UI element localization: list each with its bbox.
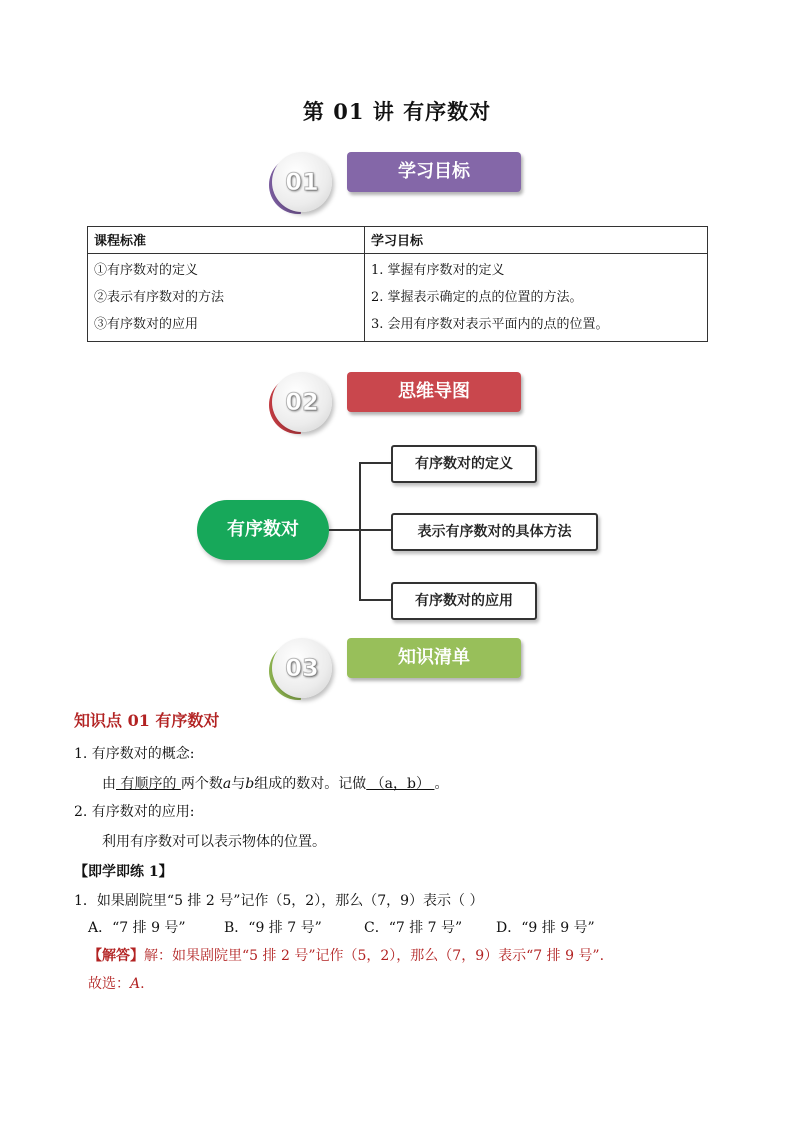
text-fragment: 两个数 [180, 776, 223, 792]
standard-item: ②表示有序数对的方法 [94, 290, 225, 305]
badge-label: 思维导图 [347, 372, 521, 412]
mindmap-root: 有序数对 [197, 500, 329, 560]
choice-suffix: . [140, 976, 145, 992]
badge-number: 03 [285, 654, 319, 682]
application-heading: 2. 有序数对的应用: [74, 804, 195, 820]
section-badge-02 [272, 372, 532, 432]
concept-heading: 1. 有序数对的概念: [74, 746, 195, 762]
practice-question: 1．如果剧院里“5 排 2 号”记作（5，2），那么（7，9）表示（ ） [74, 893, 484, 909]
objectives-cell [365, 254, 708, 342]
fill-blank-notation: （a，b） [366, 776, 435, 792]
section-badge-03 [272, 638, 532, 698]
option-a: A．“7 排 9 号” [88, 920, 186, 936]
choice-value: A [130, 976, 141, 992]
objective-item: 2. 掌握表示确定的点的位置的方法。 [371, 290, 583, 305]
fill-blank-ordered: 有顺序的 [116, 776, 181, 792]
page-title: 第 01 讲 有序数对 [302, 99, 492, 124]
goals-table [87, 226, 708, 342]
answer-line [88, 946, 604, 966]
table-header-objectives: 学习目标 [365, 227, 708, 254]
objective-item: 1. 掌握有序数对的定义 [371, 263, 505, 278]
connector-line [359, 462, 391, 464]
mindmap-node-definition: 有序数对的定义 [391, 445, 537, 483]
choice-line [88, 974, 145, 994]
table-header-standards: 课程标准 [88, 227, 365, 254]
application-text: 利用有序数对可以表示物体的位置。 [102, 834, 326, 850]
option-c: C．“7 排 7 号” [364, 920, 463, 936]
badge-number: 01 [285, 168, 319, 196]
connector-line [359, 462, 361, 601]
text-fragment: 与 [231, 776, 246, 792]
badge-label: 知识清单 [347, 638, 521, 678]
standard-item: ①有序数对的定义 [94, 263, 199, 278]
connector-line [359, 529, 391, 531]
mindmap-node-methods: 表示有序数对的具体方法 [391, 513, 598, 551]
variable-a: a [222, 776, 232, 792]
answer-text: 解：如果剧院里“5 排 2 号”记作（5，2），那么（7，9）表示“7 排 9 号”. [144, 948, 605, 964]
connector-line [359, 599, 391, 601]
objective-item: 3. 会用有序数对表示平面内的点的位置。 [371, 317, 609, 332]
badge-number: 02 [285, 388, 319, 416]
text-fragment: 组成的数对。记做 [254, 776, 367, 792]
variable-b: b [245, 776, 255, 792]
choice-prefix: 故选： [88, 976, 130, 992]
text-fragment: 由 [102, 776, 116, 792]
text-fragment: 。 [434, 776, 449, 792]
option-d: D．“9 排 9 号” [496, 920, 595, 936]
concept-definition [102, 774, 448, 794]
knowledge-point-title: 知识点 01 有序数对 [74, 711, 220, 730]
mindmap-node-application: 有序数对的应用 [391, 582, 537, 620]
standards-cell [88, 254, 365, 342]
answer-label: 【解答】 [88, 948, 144, 964]
badge-label: 学习目标 [347, 152, 521, 192]
practice-label: 【即学即练 1】 [74, 864, 173, 880]
standard-item: ③有序数对的应用 [94, 317, 199, 332]
section-badge-01 [272, 152, 532, 212]
connector-line [329, 529, 360, 531]
option-b: B．“9 排 7 号” [224, 920, 322, 936]
